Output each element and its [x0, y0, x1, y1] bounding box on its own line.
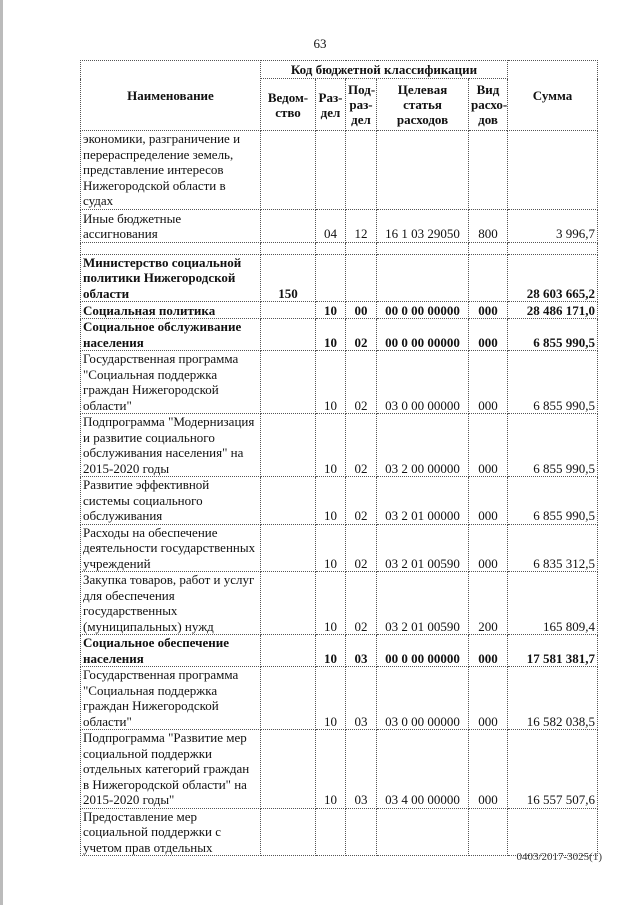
cell-celevaya	[377, 254, 469, 302]
table-row	[81, 635, 598, 667]
cell-vid: 000	[469, 477, 508, 525]
cell-vedomstvo	[261, 209, 316, 242]
cell-razdel	[316, 131, 346, 210]
cell-vid: 000	[469, 414, 508, 477]
cell-celevaya: 03 2 01 00000	[377, 477, 469, 525]
cell-vedomstvo	[261, 572, 316, 635]
cell-name: Министерство социальной политики Нижегородской области	[81, 254, 261, 302]
cell-vedomstvo	[261, 319, 316, 351]
table-row	[81, 414, 598, 477]
cell-summa: 3 996,7	[508, 209, 598, 242]
cell-summa: 16 557 507,6	[508, 730, 598, 809]
cell-summa: 16 582 038,5	[508, 667, 598, 730]
cell-celevaya: 03 2 01 00590	[377, 572, 469, 635]
cell-vedomstvo	[261, 131, 316, 210]
cell-razdel: 10	[316, 572, 346, 635]
cell-vedomstvo	[261, 808, 316, 856]
cell-summa: 6 855 990,5	[508, 319, 598, 351]
cell-podrazdel: 03	[346, 635, 377, 667]
table-row	[81, 302, 598, 319]
cell-celevaya: 00 0 00 00000	[377, 302, 469, 319]
cell-vid: 000	[469, 635, 508, 667]
table-row	[81, 524, 598, 572]
cell-vedomstvo	[261, 524, 316, 572]
cell-vedomstvo	[261, 302, 316, 319]
cell-summa: 6 855 990,5	[508, 477, 598, 525]
cell-razdel: 10	[316, 730, 346, 809]
cell-name: Предоставление мер социальной поддержки с учетом прав отдельных	[81, 808, 261, 856]
cell-name: Развитие эффективной системы социального обслуживания	[81, 477, 261, 525]
cell-razdel	[316, 254, 346, 302]
cell-razdel: 10	[316, 319, 346, 351]
cell-vid	[469, 131, 508, 210]
cell-vid: 000	[469, 302, 508, 319]
table-row	[81, 131, 598, 210]
header-vedomstvo: Ведом-ство	[261, 79, 316, 131]
table-row	[81, 351, 598, 414]
cell-summa	[508, 131, 598, 210]
document-code: 0403/2017-3025(1)	[516, 851, 602, 863]
cell-name: Иные бюджетные ассигнования	[81, 209, 261, 242]
page-number: 63	[313, 36, 327, 51]
cell-vedomstvo	[261, 414, 316, 477]
cell-razdel	[316, 808, 346, 856]
cell-summa: 165 809,4	[508, 572, 598, 635]
cell-vid: 000	[469, 351, 508, 414]
cell-razdel: 10	[316, 351, 346, 414]
header-name: Наименование	[81, 61, 261, 131]
cell-podrazdel	[346, 131, 377, 210]
cell-name: Социальное обеспечение населения	[81, 635, 261, 667]
header-vid: Вид расхо-дов	[469, 79, 508, 131]
cell-razdel: 04	[316, 209, 346, 242]
header-celevaya: Целевая статья расходов	[377, 79, 469, 131]
cell-razdel: 10	[316, 667, 346, 730]
cell-podrazdel: 03	[346, 667, 377, 730]
cell-razdel	[316, 242, 346, 254]
table-row	[81, 572, 598, 635]
cell-name: Закупка товаров, работ и услуг для обеспечения государственных (муниципальных) нужд	[81, 572, 261, 635]
table-row	[81, 808, 598, 856]
cell-name: Социальная политика	[81, 302, 261, 319]
cell-vedomstvo	[261, 635, 316, 667]
cell-vedomstvo	[261, 351, 316, 414]
cell-podrazdel: 00	[346, 302, 377, 319]
cell-summa: 6 855 990,5	[508, 414, 598, 477]
cell-vedomstvo: 150	[261, 254, 316, 302]
cell-summa: 28 603 665,2	[508, 254, 598, 302]
cell-celevaya: 03 0 00 00000	[377, 351, 469, 414]
cell-podrazdel	[346, 808, 377, 856]
table-row	[81, 319, 598, 351]
cell-summa: 6 835 312,5	[508, 524, 598, 572]
cell-celevaya: 00 0 00 00000	[377, 635, 469, 667]
table-row	[81, 209, 598, 242]
cell-name: экономики, разграничение и перераспределение земель, представление интересов Нижегородской области в судах	[81, 131, 261, 210]
cell-name: Социальное обслуживание населения	[81, 319, 261, 351]
cell-podrazdel	[346, 254, 377, 302]
cell-podrazdel: 12	[346, 209, 377, 242]
cell-podrazdel: 02	[346, 477, 377, 525]
cell-celevaya: 16 1 03 29050	[377, 209, 469, 242]
cell-podrazdel: 02	[346, 351, 377, 414]
cell-summa	[508, 808, 598, 856]
budget-table	[80, 60, 598, 856]
cell-name: Государственная программа "Социальная поддержка граждан Нижегородской области"	[81, 667, 261, 730]
cell-name: Расходы на обеспечение деятельности государственных учреждений	[81, 524, 261, 572]
header-summa: Сумма	[508, 61, 598, 131]
cell-razdel: 10	[316, 302, 346, 319]
cell-celevaya	[377, 242, 469, 254]
cell-podrazdel: 02	[346, 414, 377, 477]
cell-vid: 000	[469, 524, 508, 572]
cell-summa: 17 581 381,7	[508, 635, 598, 667]
table-row	[81, 477, 598, 525]
table-row	[81, 730, 598, 809]
cell-razdel: 10	[316, 477, 346, 525]
cell-razdel: 10	[316, 414, 346, 477]
table-row	[81, 667, 598, 730]
header-razdel: Раз-дел	[316, 79, 346, 131]
cell-vid	[469, 254, 508, 302]
header-podrazdel: Под-раз-дел	[346, 79, 377, 131]
scan-edge	[0, 0, 3, 905]
cell-celevaya: 03 2 00 00000	[377, 414, 469, 477]
cell-vedomstvo	[261, 730, 316, 809]
cell-name: Подпрограмма "Развитие мер социальной поддержки отдельных категорий граждан в Нижегородской области" на 2015-2020 годы"	[81, 730, 261, 809]
cell-summa: 28 486 171,0	[508, 302, 598, 319]
cell-vid: 800	[469, 209, 508, 242]
cell-vedomstvo	[261, 242, 316, 254]
cell-vid: 000	[469, 319, 508, 351]
cell-podrazdel: 02	[346, 319, 377, 351]
cell-vid	[469, 808, 508, 856]
cell-summa: 6 855 990,5	[508, 351, 598, 414]
cell-podrazdel: 03	[346, 730, 377, 809]
header-code-group: Код бюджетной классификации	[261, 61, 508, 79]
cell-celevaya: 03 2 01 00590	[377, 524, 469, 572]
cell-name	[81, 242, 261, 254]
cell-celevaya: 00 0 00 00000	[377, 319, 469, 351]
cell-razdel: 10	[316, 635, 346, 667]
cell-vid: 000	[469, 667, 508, 730]
cell-celevaya: 03 0 00 00000	[377, 667, 469, 730]
cell-name: Государственная программа "Социальная поддержка граждан Нижегородской области"	[81, 351, 261, 414]
cell-podrazdel: 02	[346, 524, 377, 572]
cell-celevaya	[377, 131, 469, 210]
cell-celevaya: 03 4 00 00000	[377, 730, 469, 809]
table-row	[81, 242, 598, 254]
cell-vedomstvo	[261, 477, 316, 525]
cell-podrazdel: 02	[346, 572, 377, 635]
cell-name: Подпрограмма "Модернизация и развитие социального обслуживания населения" на 2015-2020 годы	[81, 414, 261, 477]
cell-vid: 200	[469, 572, 508, 635]
cell-vid: 000	[469, 730, 508, 809]
cell-razdel: 10	[316, 524, 346, 572]
cell-summa	[508, 242, 598, 254]
table-row	[81, 254, 598, 302]
cell-celevaya	[377, 808, 469, 856]
cell-vedomstvo	[261, 667, 316, 730]
cell-podrazdel	[346, 242, 377, 254]
cell-vid	[469, 242, 508, 254]
